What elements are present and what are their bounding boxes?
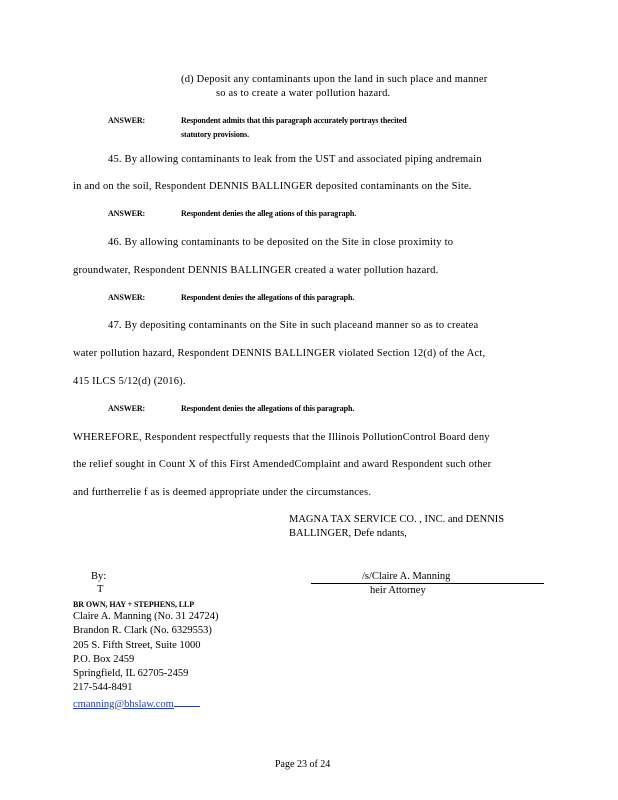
answer-label: ANSWER: [108,293,146,302]
email-underline-extension [174,696,200,707]
firm-contact-block [73,610,219,712]
answer-text: Respondent denies the allegations of this paragraph. [181,293,355,302]
wherefore-line3: and furtherrelie f as is deemed appropriate under the circumstances. [73,487,372,498]
by-label: By: [91,571,107,582]
para-d-line2: so as to create a water pollution hazard. [216,88,391,99]
address-line: P.O. Box 2459 [73,653,135,665]
wherefore-line1: WHEREFORE, Respondent respectfully requests that the Illinois PollutionControl Board deny [73,432,490,443]
electronic-signature: /s/Claire A. Manning [362,571,451,582]
paragraph-47-line1: 47. By depositing contaminants on the Site in such placeand manner so as to createa [108,320,479,331]
paragraph-46-line2: groundwater, Respondent DENNIS BALLINGER created a water pollution hazard. [73,265,439,276]
paragraph-45-line2: in and on the soil, Respondent DENNIS BALLINGER deposited contaminants on the Site. [73,181,472,192]
paragraph-46-line1: 46. By allowing contaminants to be deposited on the Site in close proximity to [108,237,454,248]
para-d-line1: (d) Deposit any contaminants upon the land in such place and manner [181,74,488,85]
answer-label: ANSWER: [108,116,146,125]
attorney-role: heir Attorney [370,585,426,596]
email-link[interactable]: cmanning@bhslaw.com [73,698,174,710]
answer-label: ANSWER: [108,209,146,218]
wherefore-line2: the relief sought in Count X of this First AmendedComplaint and award Respondent such other [73,459,492,470]
answer-text: Respondent denies the alleg ations of this paragraph. [181,209,357,218]
phone-number: 217-544-8491 [73,682,133,694]
answer-label: ANSWER: [108,404,146,413]
signature-line [311,583,544,584]
answer-text-line2: statutory provisions. [181,130,249,139]
party-name-line1: MAGNA TAX SERVICE CO. , INC. and DENNIS [289,514,505,525]
paragraph-45-line1: 45. By allowing contaminants to leak from the UST and associated piping andremain [108,154,482,165]
paragraph-47-line2: water pollution hazard, Respondent DENNIS BALLINGER violated Section 12(d) of the Act, [73,348,486,359]
firm-name: BR OWN, HAY + STEPHENS, LLP [73,600,195,609]
attorney-line: Brandon R. Clark (No. 6329553) [73,625,212,637]
address-line: Springfield, IL 62705-2459 [73,668,189,680]
answer-text: Respondent denies the allegations of this paragraph. [181,404,355,413]
party-name-line2: BALLINGER, Defe ndants, [289,528,407,539]
answer-text-line1: Respondent admits that this paragraph accurately portrays thecited [181,116,407,125]
address-line: 205 S. Fifth Street, Suite 1000 [73,639,201,651]
page-number: Page 23 of 24 [275,759,331,770]
paragraph-47-line3: 415 ILCS 5/12(d) (2016). [73,376,186,387]
by-initial: T [97,584,104,595]
attorney-line: Claire A. Manning (No. 31 24724) [73,611,219,622]
